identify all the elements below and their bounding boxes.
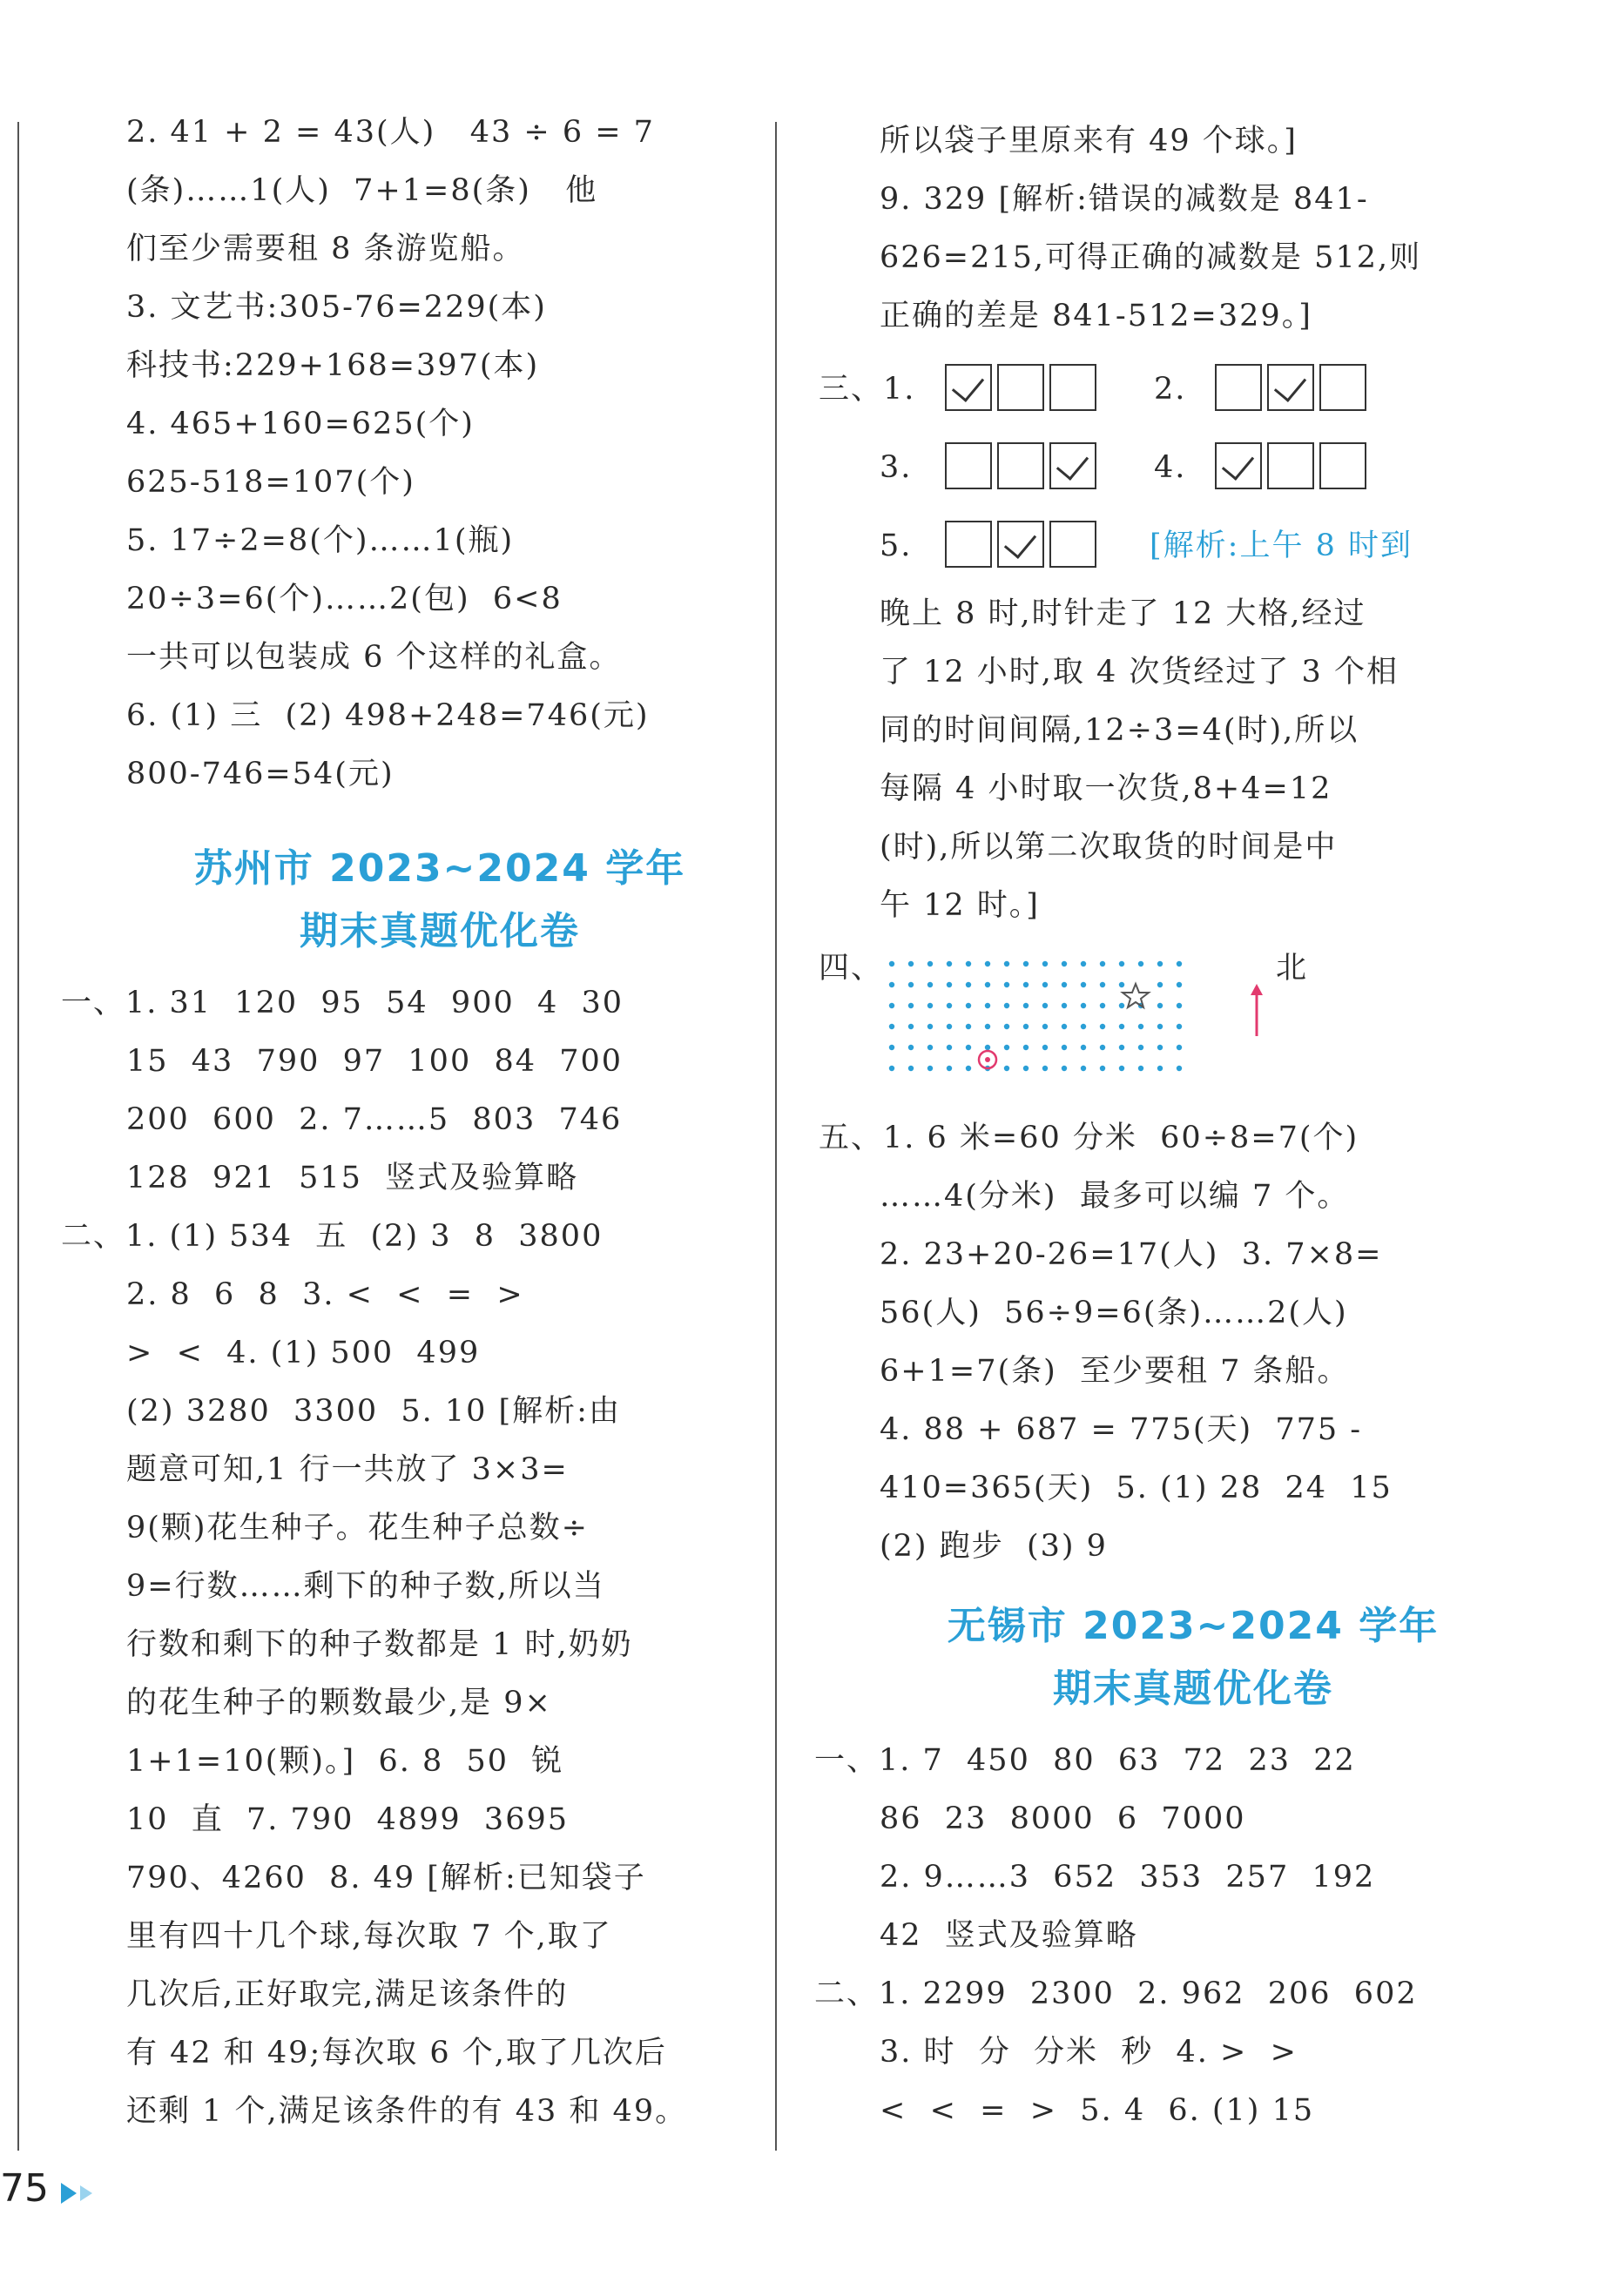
grid-dot [927,1024,933,1029]
text-line: 所以袋子里原来有 49 个球。] [880,124,1298,158]
text-line: < < = > 5. 4 6. (1) 15 [880,2093,1315,2128]
grid-dot [908,961,914,966]
grid-dot [966,1003,971,1008]
text-line: 626=215,可得正确的减数是 512,则 [880,240,1422,275]
text-line: 2. 8 6 8 3. < < = > [126,1277,524,1312]
grid-dot [889,1003,894,1008]
answer-boxes-q4 [1215,442,1372,489]
column-divider [775,122,777,2151]
text-line: 还剩 1 个,满足该条件的有 43 和 49。 [126,2094,688,2129]
text-line: 86 23 8000 6 7000 [880,1801,1246,1836]
question-number: 3. [880,450,913,485]
grid-dot [1177,1003,1182,1008]
grid-dot [1157,1066,1163,1071]
grid-dot [1004,1066,1009,1071]
grid-dot [1081,1045,1086,1050]
check-box [997,521,1044,568]
grid-dot [985,982,990,987]
grid-dot [1177,982,1182,987]
grid-dot [1081,961,1086,966]
grid-dot [1042,1045,1048,1050]
grid-dots [889,961,1182,1071]
grid-dot [1157,1024,1163,1029]
grid-dot [1100,1003,1105,1008]
star-icon [1123,984,1149,1007]
text-line: 4. 88 + 687 = 775(天) 775 - [880,1412,1363,1447]
grid-dot [985,1024,990,1029]
text-line: 128 921 515 竖式及验算略 [126,1161,579,1195]
question-number: 2. [1154,372,1187,407]
answer-boxes-q1 [945,364,1102,411]
text-line: (2) 跑步 (3) 9 [880,1529,1108,1564]
grid-dot [947,1024,952,1029]
text-line: 10 直 7. 790 4899 3695 [126,1802,570,1837]
check-box [1267,364,1314,411]
text-line: ……4(分米) 最多可以编 7 个。 [880,1179,1350,1214]
answer-boxes-q5 [945,521,1102,568]
grid-dot [1062,961,1067,966]
grid-dot [908,1003,914,1008]
grid-dot [985,961,990,966]
question-number: 5. [880,529,913,563]
text-line: 几次后,正好取完,满足该条件的 [126,1977,569,2012]
text-line: 科技书:229+168=397(本) [126,348,540,383]
text-line: 4. 465+160=625(个) [126,407,475,441]
grid-dot [1042,1066,1048,1071]
text-line: 3. 时 分 分米 秒 4. > > [880,2035,1298,2070]
grid-dot [1081,982,1086,987]
text-line: (时),所以第二次取货的时间是中 [880,830,1338,865]
text-line: 625-518=107(个) [126,465,415,500]
grid-dot [1023,982,1029,987]
section-title: 苏州市 2023~2024 学年 [193,846,686,891]
check-box [997,364,1044,411]
text-line: > < 4. (1) 500 499 [126,1336,481,1370]
text-line: (2) 3280 3300 5. 10 [解析:由 [126,1394,621,1429]
grid-dot [1119,1024,1124,1029]
grid-dot [1177,1066,1182,1071]
grid-dot [927,1045,933,1050]
grid-dot [1004,961,1009,966]
grid-dot [1157,1003,1163,1008]
text-line: 200 600 2. 7……5 803 746 [126,1102,623,1137]
grid-dot [985,1045,990,1050]
grid-dot [1177,961,1182,966]
text-line: 20÷3=6(个)……2(包) 6<8 [126,582,563,616]
grid-dot [966,961,971,966]
text-line: 同的时间间隔,12÷3=4(时),所以 [880,713,1359,748]
text-line: 6+1=7(条) 至少要租 7 条船。 [880,1354,1350,1389]
check-box [1049,364,1096,411]
grid-dot [1023,1024,1029,1029]
north-arrow-icon [1251,984,1263,1036]
grid-dot [1100,982,1105,987]
grid-dot [1062,982,1067,987]
question-number: 4. [1154,450,1187,485]
page-arrow-icon [61,2180,113,2206]
grid-dot [1023,961,1029,966]
grid-dot [927,1003,933,1008]
check-box [1215,364,1262,411]
grid-dot [1177,1045,1182,1050]
check-box [1215,442,1262,489]
grid-dot [1004,1003,1009,1008]
grid-dot [1023,1066,1029,1071]
text-line: 9(颗)花生种子。花生种子总数÷ [126,1511,589,1545]
text-line: 2. 9……3 652 353 257 192 [880,1860,1376,1895]
grid-dot [927,961,933,966]
text-line: 二、1. (1) 534 五 (2) 3 8 3800 [61,1219,604,1254]
grid-dot [1100,961,1105,966]
grid-dot [1138,961,1143,966]
dot-grid-diagram [874,945,1275,1084]
grid-dot [1081,1003,1086,1008]
text-line: 晚上 8 时,时针走了 12 大格,经过 [880,596,1366,631]
grid-dot [1100,1045,1105,1050]
text-line: 6. (1) 三 (2) 498+248=746(元) [126,698,650,733]
answer-boxes-q2 [1215,364,1372,411]
text-line: 五、1. 6 米=60 分米 60÷8=7(个) [819,1121,1359,1155]
check-box [1049,521,1096,568]
text-line: (条)……1(人) 7+1=8(条) 他 [126,173,598,208]
grid-dot [1119,961,1124,966]
grid-dot [1100,1024,1105,1029]
grid-dot [1062,1066,1067,1071]
text-line: 们至少需要租 8 条游览船。 [126,232,525,266]
text-line: 2. 23+20-26=17(人) 3. 7×8= [880,1237,1383,1272]
grid-dot [1119,1045,1124,1050]
grid-dot [927,982,933,987]
check-box [1319,364,1366,411]
check-box [997,442,1044,489]
text-line: 的花生种子的颗数最少,是 9× [126,1686,552,1720]
grid-dot [1042,1003,1048,1008]
north-label: 北 [1276,951,1309,986]
grid-dot [889,1024,894,1029]
section4-label: 四、 [819,951,884,986]
text-line: 二、1. 2299 2300 2. 962 206 602 [814,1976,1418,2011]
check-box [1319,442,1366,489]
grid-dot [1004,1024,1009,1029]
grid-dot [1138,1066,1143,1071]
text-line: 一、1. 31 120 95 54 900 4 30 [61,986,624,1020]
grid-dot [1023,1003,1029,1008]
analysis-note: [解析:上午 8 时到 [1150,529,1413,563]
grid-dot [1081,1066,1086,1071]
grid-dot [1062,1003,1067,1008]
text-line: 了 12 小时,取 4 次货经过了 3 个相 [880,655,1399,690]
grid-dot [908,982,914,987]
grid-dot [1119,1003,1124,1008]
grid-dot [908,1045,914,1050]
grid-dot [889,1045,894,1050]
text-line: 1+1=10(颗)。] 6. 8 50 锐 [126,1744,564,1779]
grid-dot [1119,1066,1124,1071]
grid-dot [1119,982,1124,987]
text-line: 42 竖式及验算略 [880,1918,1138,1953]
grid-dot [947,1066,952,1071]
grid-dot [1062,1045,1067,1050]
text-line: 9. 329 [解析:错误的减数是 841- [880,182,1369,217]
grid-dot [908,1024,914,1029]
grid-dot [966,982,971,987]
page-number: 75 [0,2166,49,2211]
text-line: 5. 17÷2=8(个)……1(瓶) [126,523,515,558]
section-subtitle: 期末真题优化卷 [1053,1666,1333,1711]
answer-boxes-q3 [945,442,1102,489]
grid-dot [908,1066,914,1071]
grid-dot [966,1024,971,1029]
grid-dot [966,1045,971,1050]
grid-dot [1062,1024,1067,1029]
grid-dot [1081,1024,1086,1029]
text-line: 15 43 790 97 100 84 700 [126,1044,624,1079]
grid-dot [1138,1024,1143,1029]
grid-dot [947,1003,952,1008]
grid-dot [1157,961,1163,966]
grid-dot [889,982,894,987]
grid-dot [966,1066,971,1071]
section-subtitle: 期末真题优化卷 [300,909,580,953]
grid-dot [1138,1045,1143,1050]
grid-dot [1042,961,1048,966]
grid-dot [1100,1066,1105,1071]
grid-dot [889,961,894,966]
text-line: 9=行数……剩下的种子数,所以当 [126,1569,605,1604]
text-line: 有 42 和 49;每次取 6 个,取了几次后 [126,2036,667,2070]
grid-dot [1157,1045,1163,1050]
grid-dot [1004,982,1009,987]
grid-dot [1177,1024,1182,1029]
text-line: 正确的差是 841-512=329。] [880,299,1312,333]
grid-dot [1042,1024,1048,1029]
grid-dot [947,982,952,987]
text-line: 里有四十几个球,每次取 7 个,取了 [126,1919,612,1954]
check-box [1267,442,1314,489]
check-box [945,364,992,411]
grid-dot [947,961,952,966]
text-line: 410=365(天) 5. (1) 28 24 15 [880,1471,1393,1505]
section3-label: 三、1. [819,372,916,407]
check-box [1049,442,1096,489]
grid-dot [927,1066,933,1071]
section-title: 无锡市 2023~2024 学年 [947,1604,1440,1648]
check-box [945,442,992,489]
text-line: 行数和剩下的种子数都是 1 时,奶奶 [126,1627,633,1662]
text-line: 午 12 时。] [880,888,1040,923]
text-line: 每隔 4 小时取一次货,8+4=12 [880,771,1332,806]
grid-dot [1004,1045,1009,1050]
text-line: 一共可以包装成 6 个这样的礼盒。 [126,640,622,675]
check-box [945,521,992,568]
text-line: 题意可知,1 行一共放了 3×3= [126,1452,569,1487]
text-line: 2. 41 + 2 = 43(人) 43 ÷ 6 = 7 [126,115,655,150]
grid-dot [889,1066,894,1071]
grid-dot [1042,982,1048,987]
text-line: 一、1. 7 450 80 63 72 23 22 [814,1743,1356,1778]
left-margin-rule [17,122,19,2151]
text-line: 790、4260 8. 49 [解析:已知袋子 [126,1861,646,1895]
grid-dot [985,1003,990,1008]
text-line: 3. 文艺书:305-76=229(本) [126,290,547,325]
grid-dot [1157,982,1163,987]
grid-dot [1023,1045,1029,1050]
grid-dot [947,1045,952,1050]
text-line: 800-746=54(元) [126,757,395,791]
text-line: 56(人) 56÷9=6(条)……2(人) [880,1296,1348,1330]
